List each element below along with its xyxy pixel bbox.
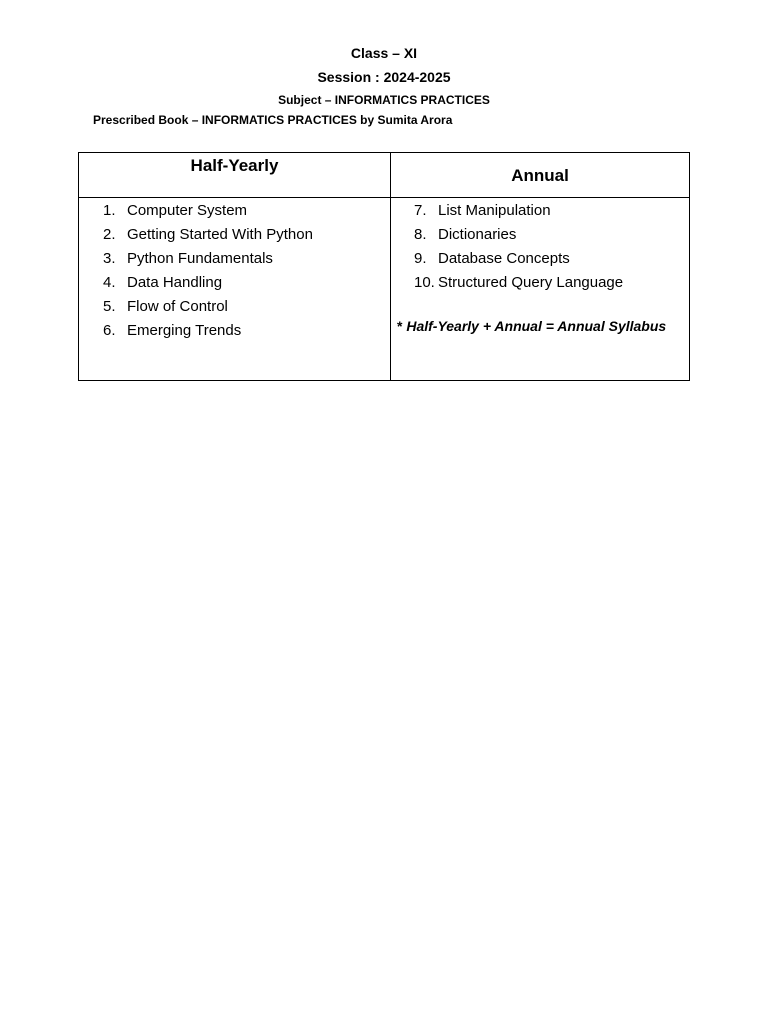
topic-title: Structured Query Language [438,274,624,291]
topic-number: 1. [103,202,116,219]
half-yearly-topic-list [103,199,313,343]
class-heading: Class – XI [350,45,418,61]
subject-heading: Subject – INFORMATICS PRACTICES [278,93,490,107]
annual-topic-list [414,199,623,295]
topic-item [414,199,623,223]
topic-number: 9. [414,250,427,267]
topic-number: 5. [103,298,116,315]
topic-item [414,247,623,271]
topic-item [103,319,313,343]
topic-number: 2. [103,226,116,243]
topic-title: Data Handling [127,274,223,291]
topic-number: 10. [414,274,435,291]
topic-title: Computer System [127,202,248,219]
note-asterisk: * [397,318,403,334]
topic-title: List Manipulation [438,202,551,219]
topic-item [103,295,313,319]
prescribed-book-line: Prescribed Book – INFORMATICS PRACTICES by Sumita Arora [93,113,453,127]
topic-title: Python Fundamentals [127,250,273,267]
topic-title: Database Concepts [438,250,570,267]
topic-number: 3. [103,250,116,267]
topic-title: Getting Started With Python [127,226,313,243]
topic-item [414,271,623,295]
topic-title: Dictionaries [438,226,517,243]
topic-title: Flow of Control [127,298,228,315]
session-heading: Session : 2024-2025 [317,69,451,85]
topic-number: 4. [103,274,116,291]
topic-item [103,199,313,223]
half-yearly-heading: Half-Yearly [190,156,279,175]
topic-number: 8. [414,226,427,243]
annual-heading: Annual [511,166,569,185]
topic-item [103,223,313,247]
syllabus-note [397,314,677,338]
topic-item [103,271,313,295]
header-row-divider [79,197,689,198]
topic-title: Emerging Trends [127,322,242,339]
column-divider [390,153,391,380]
topic-number: 6. [103,322,116,339]
topic-item [414,223,623,247]
note-text: Half-Yearly + Annual = Annual Syllabus [406,318,667,334]
syllabus-table [78,152,690,381]
topic-number: 7. [414,202,427,219]
topic-item [103,247,313,271]
